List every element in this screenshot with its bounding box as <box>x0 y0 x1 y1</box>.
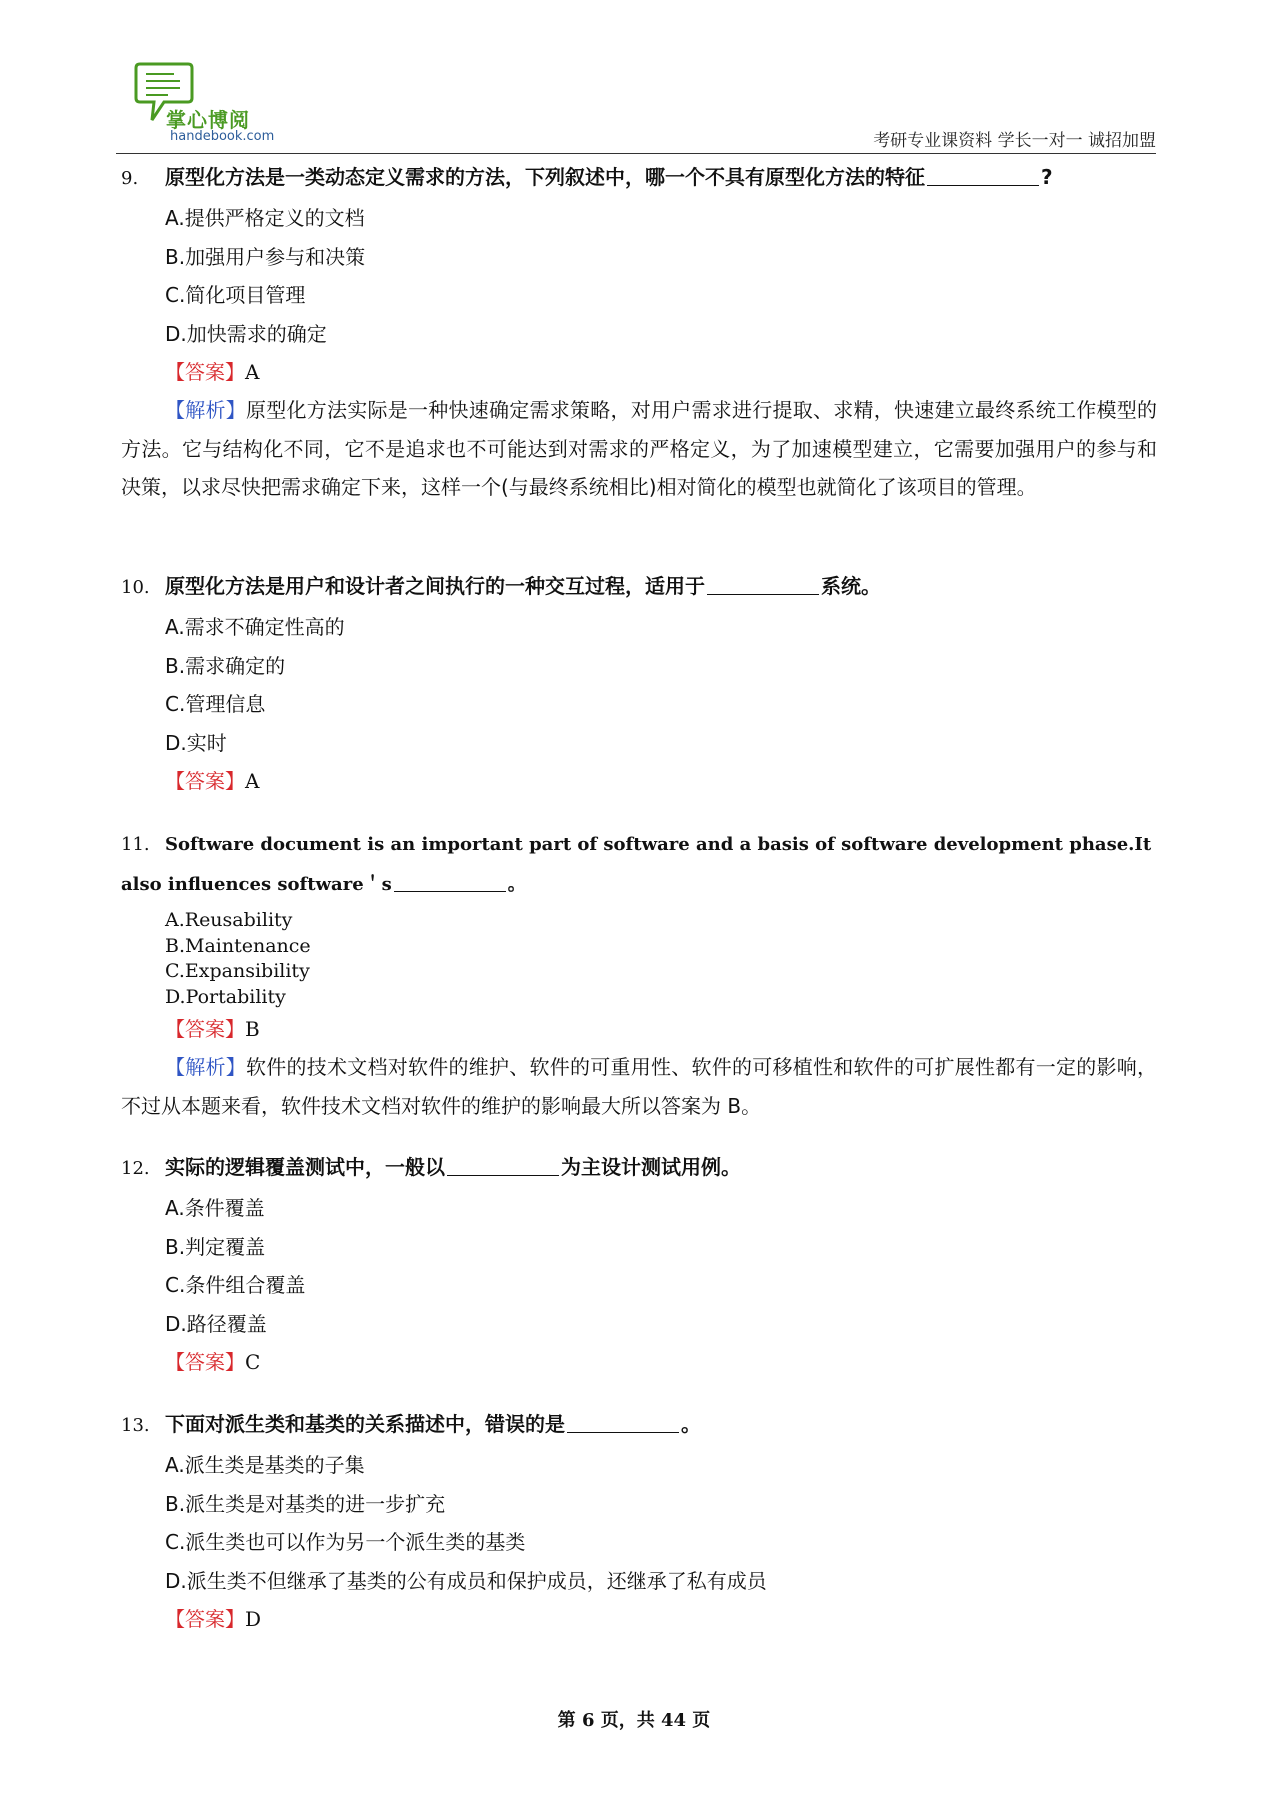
question-13 <box>121 1404 1157 1638</box>
option-b: B.加强用户参与和决策 <box>165 244 366 269</box>
option-d: D.Portability <box>165 985 286 1008</box>
stem-text: Software document is an important part of software and a basis of software development phase.It also influences software＇s <box>121 834 1152 895</box>
option-a: A.派生类是基类的子集 <box>165 1453 365 1477</box>
logo-name: 掌心博阅 <box>166 108 250 132</box>
question-number: 12. <box>121 1158 150 1179</box>
question-stem <box>121 1404 1157 1446</box>
answer-line <box>121 1343 1157 1381</box>
option-c: C.管理信息 <box>165 692 266 716</box>
answer-label: 【答案】 <box>165 1017 245 1041</box>
question-number: 13. <box>121 1415 150 1436</box>
header-slogan: 考研专业课资料 学长一对一 诚招加盟 <box>873 131 1156 151</box>
logo-url: handebook.com <box>170 129 275 144</box>
answer-label: 【答案】 <box>165 769 245 793</box>
question-stem <box>121 566 1157 608</box>
option-c: C.Expansibility <box>165 960 310 982</box>
answer-value: A <box>245 769 260 793</box>
analysis-label: 【解析】 <box>165 398 246 422</box>
stem-text-end: 为主设计测试用例。 <box>561 1155 741 1179</box>
option-a: A.提供严格定义的文档 <box>165 206 365 230</box>
answer-label: 【答案】 <box>165 1350 245 1374</box>
option-b: B.派生类是对基类的进一步扩充 <box>165 1491 446 1516</box>
answer-line <box>121 1010 1157 1048</box>
analysis-paragraph <box>121 1048 1157 1125</box>
option-b: B.需求确定的 <box>165 653 286 678</box>
stem-text-end: 。 <box>681 1412 701 1436</box>
analysis-label: 【解析】 <box>165 1055 246 1079</box>
answer-line <box>121 1600 1157 1638</box>
answer-blank <box>707 570 819 595</box>
answer-blank <box>447 1151 559 1176</box>
question-stem <box>121 1147 1157 1189</box>
header-divider <box>116 153 1156 154</box>
analysis-paragraph <box>121 391 1157 507</box>
stem-text: 原型化方法是一类动态定义需求的方法，下列叙述中，哪一个不具有原型化方法的特征 <box>165 165 925 189</box>
answer-blank <box>927 161 1039 186</box>
stem-text-end: 。 <box>507 874 526 895</box>
answer-value: A <box>245 360 260 384</box>
option-a: A.需求不确定性高的 <box>165 615 345 639</box>
option-d: D.派生类不但继承了基类的公有成员和保护成员，还继承了私有成员 <box>165 1568 767 1593</box>
question-11 <box>121 824 1157 1125</box>
option-d: D.加快需求的确定 <box>165 321 327 346</box>
question-number: 10. <box>121 577 150 598</box>
answer-line <box>121 353 1157 391</box>
question-stem <box>121 824 1157 904</box>
answer-value: B <box>245 1017 260 1041</box>
answer-value: D <box>245 1607 262 1631</box>
analysis-text: 软件的技术文档对软件的维护、软件的可重用性、软件的可移植性和软件的可扩展性都有一定的影响，不过从本题来看，软件技术文档对软件的维护的影响最大所以答案为 B。 <box>121 1055 1157 1118</box>
option-a: A.Reusability <box>165 909 293 931</box>
stem-text-end: ? <box>1041 165 1053 189</box>
stem-text: 实际的逻辑覆盖测试中，一般以 <box>165 1155 445 1179</box>
option-c: C.条件组合覆盖 <box>165 1273 306 1297</box>
answer-line <box>121 762 1157 800</box>
question-number: 11. <box>121 834 150 855</box>
page-footer: 第 6 页，共 44 页 <box>557 1710 711 1731</box>
option-c: C.简化项目管理 <box>165 283 306 307</box>
answer-label: 【答案】 <box>165 360 245 384</box>
answer-blank <box>567 1408 679 1433</box>
analysis-text: 原型化方法实际是一种快速确定需求策略，对用户需求进行提取、求精，快速建立最终系统工作模型的方法。它与结构化不同，它不是追求也不可能达到对需求的严格定义，为了加速模型建立，它需要加强用户的参与和决策，以求尽快把需求确定下来，这样一个(与最终系统相比)相对简化的模型也就简化了该项目的管理。 <box>121 398 1157 499</box>
stem-text-end: 系统。 <box>821 574 881 598</box>
option-c: C.派生类也可以作为另一个派生类的基类 <box>165 1530 526 1554</box>
question-12 <box>121 1147 1157 1381</box>
question-9 <box>121 157 1157 507</box>
option-b: B.Maintenance <box>165 934 311 957</box>
option-d: D.实时 <box>165 730 227 755</box>
question-stem <box>121 157 1157 199</box>
answer-value: C <box>245 1350 261 1374</box>
option-b: B.判定覆盖 <box>165 1234 266 1259</box>
question-10 <box>121 566 1157 800</box>
answer-blank <box>394 867 506 892</box>
question-number: 9. <box>121 168 139 189</box>
stem-text: 下面对派生类和基类的关系描述中，错误的是 <box>165 1412 565 1436</box>
answer-label: 【答案】 <box>165 1607 245 1631</box>
option-d: D.路径覆盖 <box>165 1311 267 1336</box>
stem-text: 原型化方法是用户和设计者之间执行的一种交互过程，适用于 <box>165 574 705 598</box>
option-a: A.条件覆盖 <box>165 1196 265 1220</box>
